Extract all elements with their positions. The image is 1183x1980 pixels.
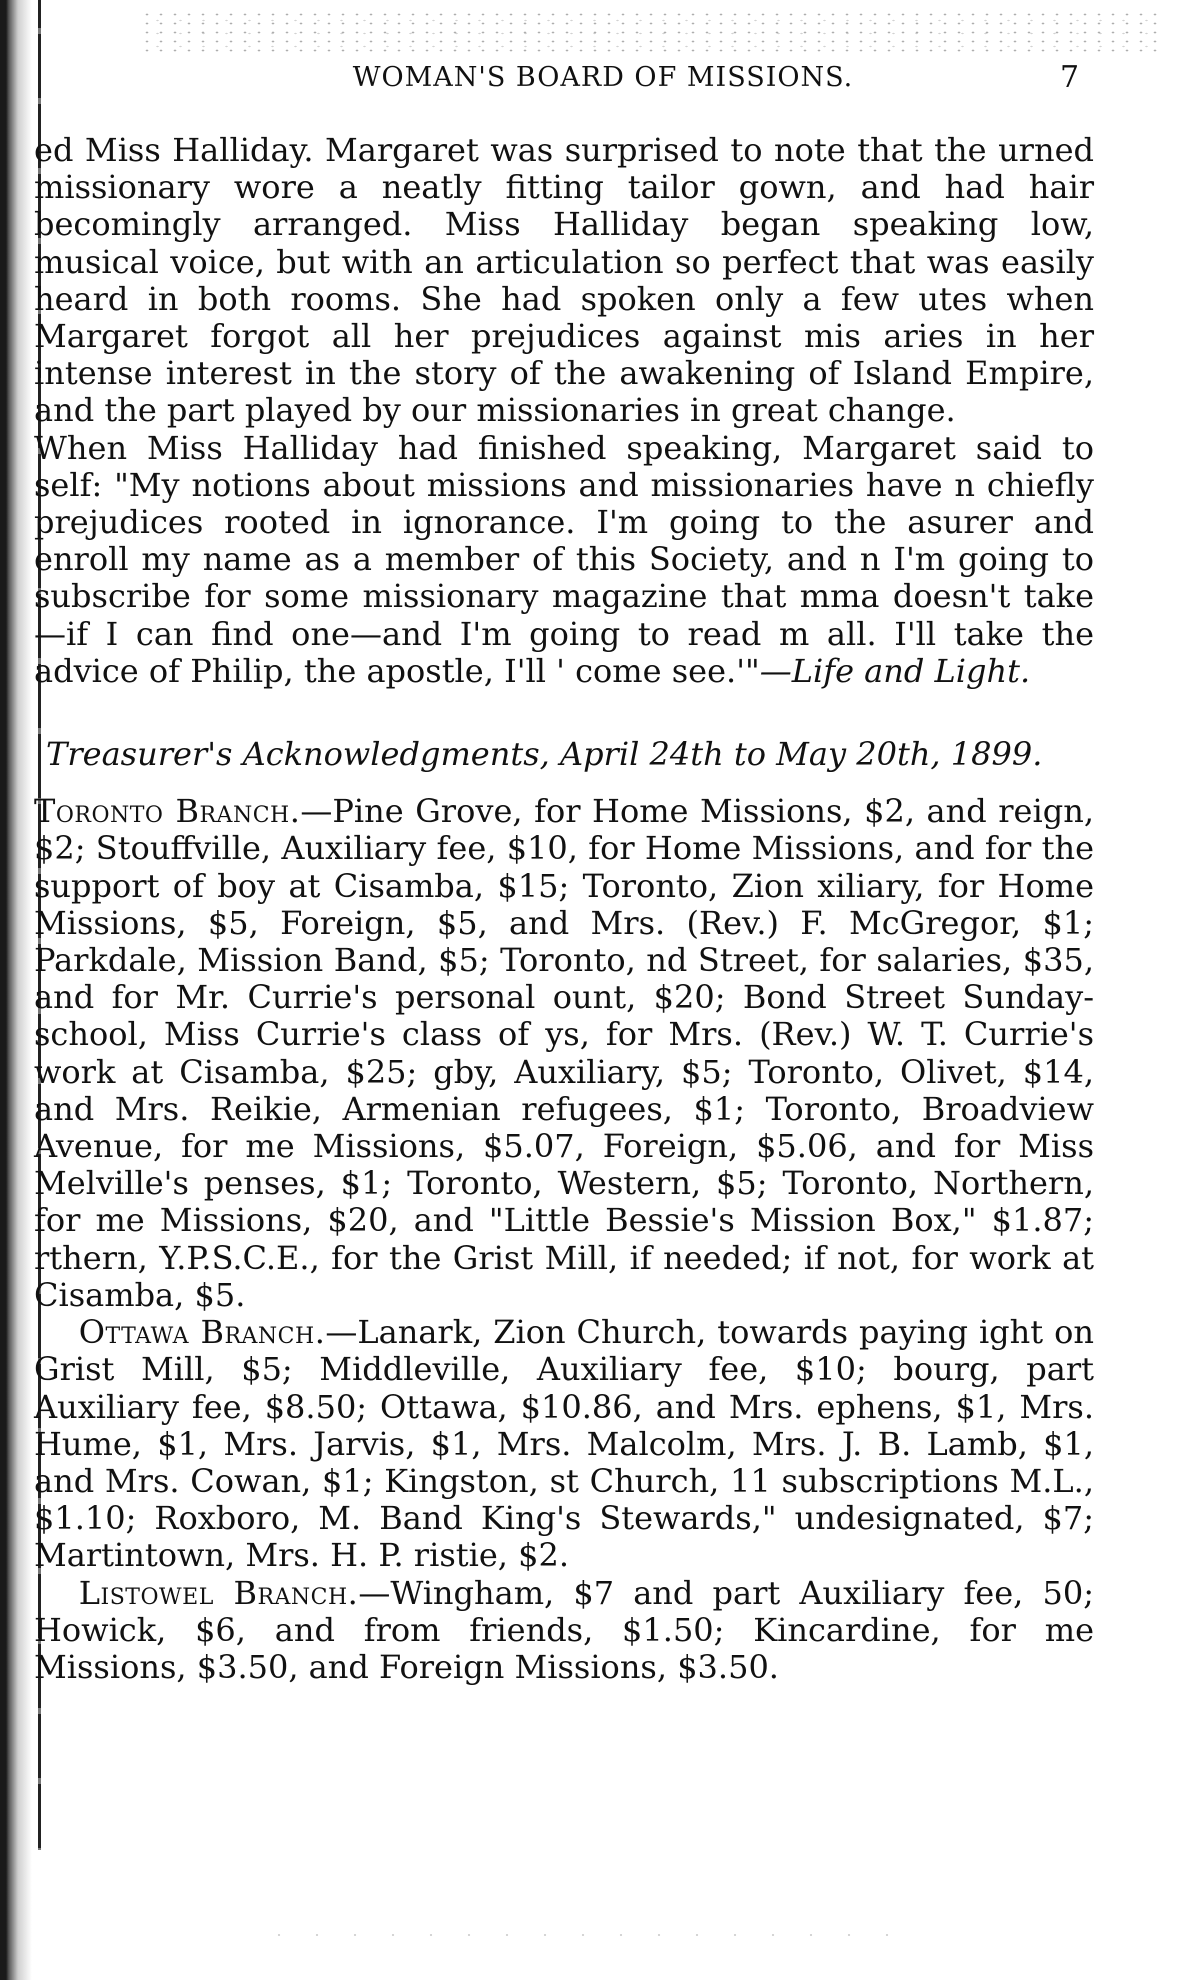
branch-text: —Pine Grove, for Home Missions, $2, and reign, $2; Stouffville, Auxiliary fee, $10, for Home Missions, and for the support of boy at Cisamba, $15; Toronto, Zion xiliary, for Home Missions, $5, Foreign, $5, and Mrs. (Rev.) F. McGregor, $1; Parkdale, Mission Band, $5; Toronto, nd Street, for salaries, $35, and for Mr. Currie's personal ount, $20; Bond Street Sunday-school, Miss Currie's class of ys, for Mrs. (Rev.) W. T. Currie's work at Cisamba, $25; gby, Auxiliary, $5; Toronto, Olivet, $14, and Mrs. Reikie, Armenian refugees, $1; Toronto, Broadview Avenue, for me Missions, $5.07, Foreign, $5.06, and for Miss Melville's penses, $1; Toronto, Western, $5; Toronto, Northern, for me Missions, $20, and "Little Bessie's Mission Box," $1.87; rthern, Y.P.S.C.E., for the Grist Mill, if needed; if not, for work at Cisamba, $5. — [34, 792, 1094, 1314]
branch-text: —Lanark, Zion Church, towards paying ight on Grist Mill, $5; Middleville, Auxiliary fee, $10; bourg, part Auxiliary fee, $8.50; Ottawa, $10.86, and Mrs. ephens, $1, Mrs. Hume, $1, Mrs. Jarvis, $1, Mrs. Malcolm, Mrs. J. B. Lamb, $1, and Mrs. Cowan, $1; Kingston, st Church, 11 subscriptions M.L., $1.10; Roxboro, M. Band King's Stewards," undesignated, $7; Martintown, Mrs. H. P. ristie, $2. — [34, 1313, 1094, 1575]
source-citation: —Life and Light. — [759, 651, 1031, 690]
running-title: WOMAN'S BOARD OF MISSIONS. — [352, 62, 854, 93]
section-gap — [34, 773, 1094, 793]
scan-noise — [260, 1930, 900, 1940]
branch-name: Toronto Branch. — [34, 792, 301, 831]
page-body — [34, 132, 1094, 1686]
branch-entry-ottawa — [34, 1314, 1094, 1574]
branch-entry-toronto — [34, 793, 1094, 1314]
branch-text: —Wingham, $7 and part Auxiliary fee, 50; Howick, $6, and from friends, $1.50; Kincardine, for me Missions, $3.50, and Foreign Missions, $3.50. — [34, 1573, 1094, 1686]
paragraph-text: When Miss Halliday had finished speaking, Margaret said to self: "My notions about missions and missionaries have n chiefly prejudices rooted in ignorance. I'm going to the asurer and enroll my name as a member of this Society, and n I'm going to subscribe for some missionary magazine that mma doesn't take—if I can find one—and I'm going to read m all. I'll take the advice of Philip, the apostle, I'll ' come see.'" — [34, 428, 1094, 690]
acknowledgments-heading: Treasurer's Acknowledgments, April 24th to May 20th, 1899. — [46, 735, 1043, 774]
scan-noise — [140, 10, 1160, 52]
section-gap — [34, 690, 1094, 736]
branch-name: Listowel Branch. — [78, 1573, 359, 1612]
page-header — [0, 60, 1183, 100]
paragraph — [34, 430, 1094, 690]
branch-name: Ottawa Branch. — [78, 1313, 326, 1352]
paragraph: ed Miss Halliday. Margaret was surprised to note that the urned missionary wore a neatly fitting tailor gown, and had hair becomingly arranged. Miss Halliday began speaking low, musical voice, but with an articulation so perfect that was easily heard in both rooms. She had spoken only a few utes when Margaret forgot all her prejudices against mis aries in her intense interest in the story of the awakening of Island Empire, and the part played by our missionaries in great change. — [34, 131, 1094, 430]
page-number: 7 — [1060, 60, 1080, 95]
book-binding-shadow — [0, 0, 32, 1980]
branch-entry-listowel — [34, 1575, 1094, 1687]
